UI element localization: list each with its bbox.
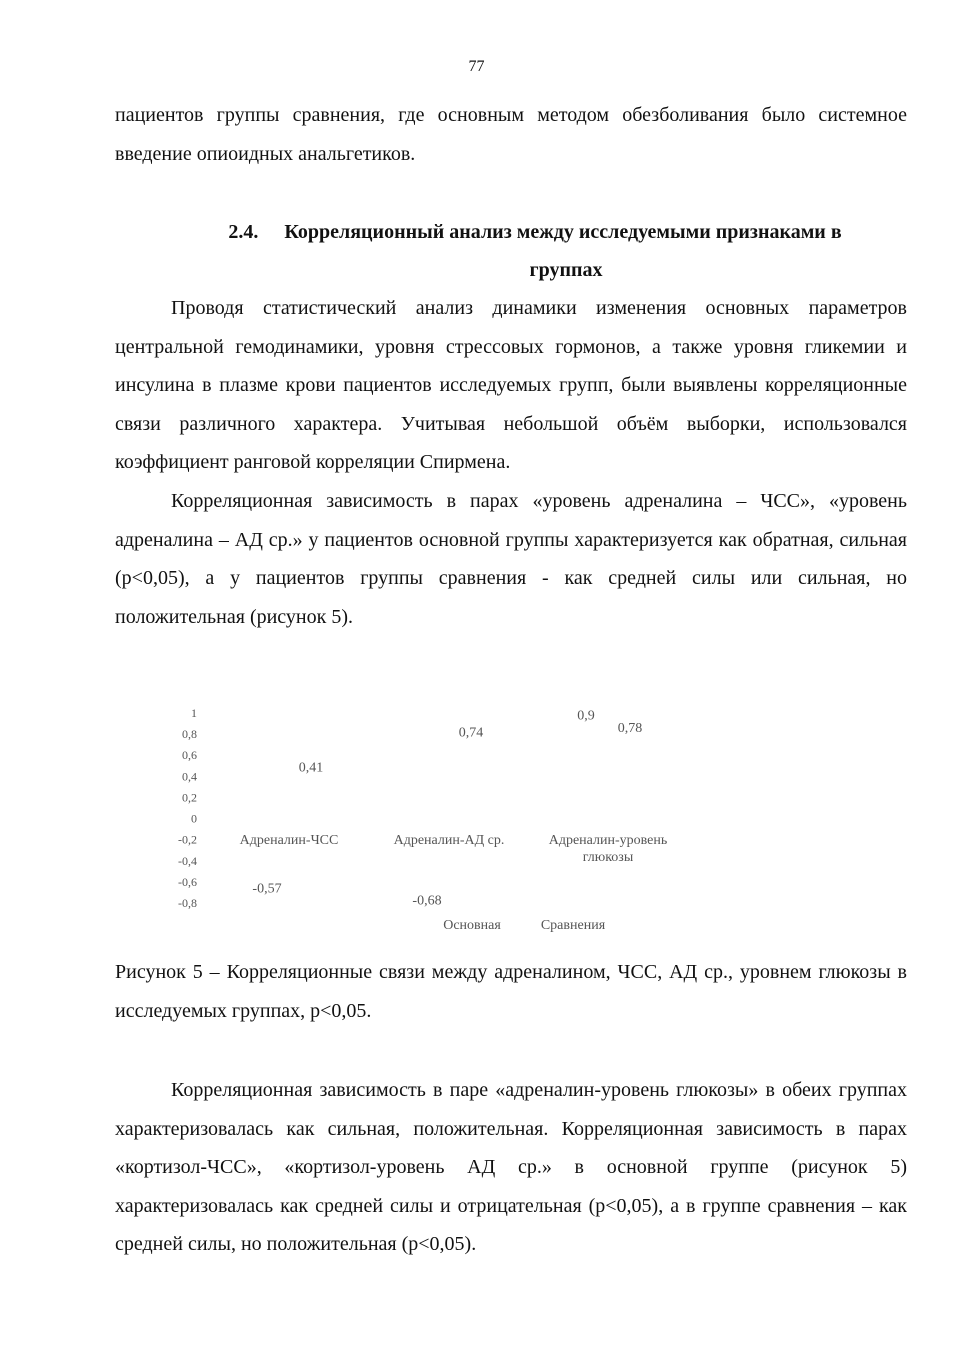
- y-tick-label: 0,4: [182, 769, 197, 784]
- paragraph-3: Корреляционная зависимость в паре «адреналин-уровень глюкозы» в обеих группах характеризовалась как сильная, положительная. Корреляционная зависимость в парах «кортизол-ЧСС», «кортизол-уровень АД ср.» в основной группе (рисунок 5) характеризовалась как средней силы и отрицательная (p<0,05), а в группе сравнения – как средней силы, но положительная (p<0,05).: [115, 1079, 907, 1255]
- category-label: Адреналин-АД ср.: [393, 833, 505, 848]
- category-label: Адреналин-уровень глюкозы: [548, 833, 668, 865]
- section-heading: [115, 213, 907, 289]
- figure-caption: Рисунок 5 – Корреляционные связи между адреналином, ЧСС, АД ср., уровнем глюкозы в исследуемых группах, p<0,05.: [115, 961, 907, 1022]
- data-label: 0,74: [458, 725, 484, 741]
- legend-entry: Основная: [443, 918, 501, 933]
- y-tick-label: 1: [191, 706, 197, 720]
- data-label: 0,9: [577, 708, 595, 724]
- chart-legend: [443, 918, 605, 933]
- y-tick-label: -0,6: [178, 874, 197, 889]
- data-label: -0,57: [252, 881, 282, 897]
- section-number: 2.4.: [228, 221, 259, 243]
- category-label: Адреналин-ЧСС: [239, 833, 339, 848]
- y-axis: [178, 706, 197, 910]
- data-labels: [252, 709, 642, 909]
- page-number: 77: [468, 58, 485, 75]
- correlation-chart: [160, 690, 720, 940]
- y-tick-label: -0,8: [178, 896, 197, 910]
- data-label: -0,68: [412, 893, 442, 909]
- y-tick-label: 0,6: [182, 748, 197, 763]
- y-tick-label: 0: [191, 811, 197, 826]
- y-tick-label: 0,2: [182, 790, 197, 805]
- y-tick-label: 0,8: [182, 727, 197, 742]
- paragraph-top: пациентов группы сравнения, где основным методом обезболивания было системное введение опиоидных анальгетиков.: [115, 104, 907, 165]
- legend-entry: Сравнения: [540, 918, 606, 933]
- section-title-line2: группах: [529, 259, 603, 281]
- y-tick-label: -0,2: [178, 832, 197, 847]
- data-label: 0,78: [617, 721, 643, 737]
- paragraph-2: Корреляционная зависимость в парах «уровень адреналина – ЧСС», «уровень адреналина – АД ср.» у пациентов основной группы характеризуется как обратная, сильная (p<0,05), а у пациентов группы сравнения - как средней силы или сильная, но положительная (рисунок 5).: [115, 490, 907, 628]
- y-tick-label: -0,4: [178, 853, 197, 868]
- section-title-line1: Корреляционный анализ между исследуемыми признаками в: [284, 221, 842, 243]
- data-label: 0,41: [298, 760, 324, 776]
- x-axis-categories: [240, 833, 668, 865]
- paragraph-1: Проводя статистический анализ динамики изменения основных параметров центральной гемодинамики, уровня стрессовых гормонов, а также уровня гликемии и инсулина в плазме крови пациентов исследуемых групп, были выявлены корреляционные связи различного характера. Учитывая небольшой объём выборки, использовался коэффициент ранговой корреляции Спирмена.: [115, 297, 907, 473]
